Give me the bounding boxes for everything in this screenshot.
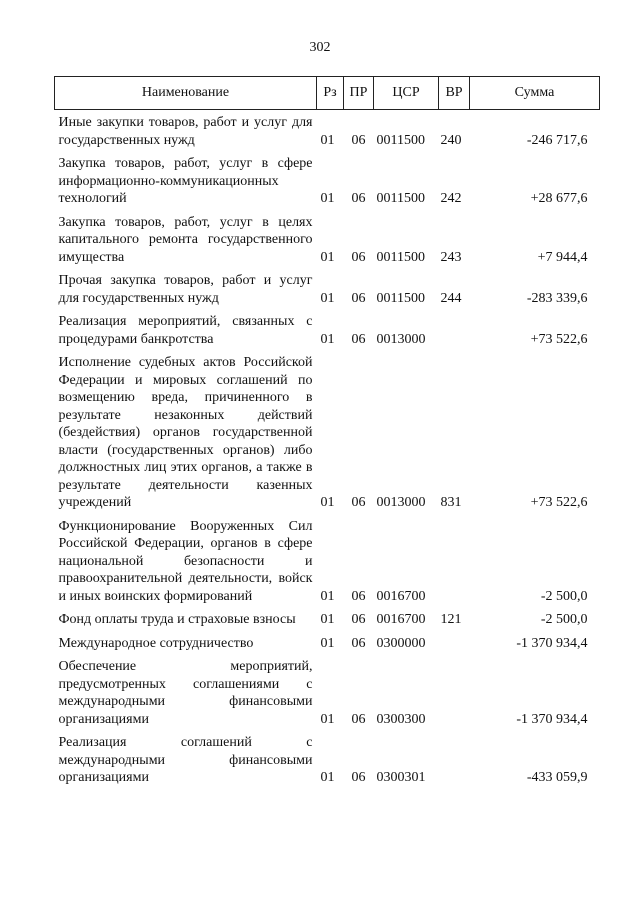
cell-pr: 06	[351, 770, 366, 785]
table-row	[55, 629, 600, 653]
budget-table	[54, 76, 600, 787]
header-pr: ПР	[344, 77, 374, 110]
cell-pr: 06	[351, 331, 366, 347]
cell-pr: 06	[351, 612, 366, 627]
cell-rz: 01	[320, 290, 335, 306]
cell-csr: 0016700	[376, 612, 426, 627]
cell-name: Реализация соглашений с международными финансовыми организациями	[58, 735, 313, 785]
cell-name: Реализация мероприятий, связанных с процедурами банкротства	[58, 314, 313, 347]
cell-rz: 01	[320, 191, 335, 206]
cell-name: Исполнение судебных актов Российской Федерации и мировых соглашений по возмещению вреда, причиненного в результате незаконных действий (бездействия) органов государственной власти (государственных органов) либо должностных лиц этих органов, а также в результате деятельности казенных учреждений	[58, 355, 313, 510]
cell-sum: -1 370 934,4	[516, 711, 588, 727]
table-row	[55, 652, 600, 728]
cell-csr: 0011500	[376, 191, 425, 206]
cell-pr: 06	[351, 635, 366, 651]
cell-sum: -1 370 934,4	[516, 635, 588, 651]
cell-rz: 01	[320, 770, 335, 785]
cell-name: Прочая закупка товаров, работ и услуг для государственных нужд	[58, 273, 313, 306]
table-row	[55, 307, 600, 348]
table-row	[55, 110, 600, 150]
cell-vr: 244	[440, 290, 462, 306]
page-number: 302	[309, 40, 331, 55]
cell-name: Закупка товаров, работ, услуг в целях капитального ремонта государственного имущества	[58, 214, 313, 265]
cell-rz: 01	[320, 612, 335, 627]
cell-vr	[439, 629, 470, 653]
cell-vr: 243	[440, 249, 462, 265]
cell-vr: 831	[440, 495, 462, 510]
cell-rz: 01	[320, 249, 335, 265]
cell-sum: -433 059,9	[526, 770, 588, 785]
table-row	[55, 266, 600, 307]
cell-name: Закупка товаров, работ, услуг в сфере информационно-коммуникационных технологий	[58, 156, 313, 206]
cell-csr: 0300000	[376, 635, 426, 651]
table-body	[55, 110, 600, 787]
cell-name: Обеспечение мероприятий, предусмотренных соглашениями с международными финансовыми организациями	[58, 659, 313, 727]
header-csr: ЦСР	[374, 77, 439, 110]
table-row	[55, 512, 600, 606]
cell-rz: 01	[320, 331, 335, 347]
cell-sum: +28 677,6	[530, 191, 588, 206]
cell-sum: +73 522,6	[530, 495, 588, 510]
cell-rz: 01	[320, 495, 335, 510]
cell-csr: 0300301	[376, 770, 426, 785]
cell-csr: 0016700	[376, 588, 426, 604]
cell-vr	[439, 512, 470, 606]
cell-csr: 0013000	[376, 331, 426, 347]
cell-pr: 06	[351, 711, 366, 727]
cell-vr: 121	[440, 612, 462, 627]
cell-vr	[439, 307, 470, 348]
cell-sum: -2 500,0	[540, 612, 588, 627]
cell-pr: 06	[351, 290, 366, 306]
header-vr: ВР	[439, 77, 470, 110]
cell-pr: 06	[351, 495, 366, 510]
header-name: Наименование	[55, 77, 317, 110]
cell-pr: 06	[351, 249, 366, 265]
cell-rz: 01	[320, 588, 335, 604]
cell-pr: 06	[351, 588, 366, 604]
cell-csr: 0013000	[376, 495, 426, 510]
cell-vr	[439, 652, 470, 728]
cell-name: Международное сотрудничество	[58, 635, 254, 651]
table-row	[55, 348, 600, 512]
cell-pr: 06	[351, 191, 366, 206]
table-header	[55, 77, 600, 110]
cell-rz: 01	[320, 635, 335, 651]
table-row	[55, 728, 600, 787]
cell-sum: -246 717,6	[526, 132, 588, 148]
cell-rz: 01	[320, 132, 335, 148]
cell-pr: 06	[351, 132, 366, 148]
cell-name: Иные закупки товаров, работ и услуг для государственных нужд	[58, 115, 313, 148]
cell-sum: -283 339,6	[526, 290, 588, 306]
cell-vr	[439, 728, 470, 787]
cell-csr: 0011500	[376, 132, 425, 148]
header-rz: Рз	[317, 77, 344, 110]
cell-vr: 240	[440, 132, 462, 148]
cell-sum: +73 522,6	[530, 331, 588, 347]
cell-csr: 0011500	[376, 249, 425, 265]
cell-csr: 0300300	[376, 711, 426, 727]
cell-csr: 0011500	[376, 290, 425, 306]
cell-sum: -2 500,0	[540, 588, 588, 604]
cell-name: Функционирование Вооруженных Сил Российской Федерации, органов в сфере национальной безопасности и правоохранительной деятельности, войск и иных воинских формирований	[58, 518, 313, 604]
cell-rz: 01	[320, 711, 335, 727]
header-sum: Сумма	[470, 77, 600, 110]
cell-vr: 242	[440, 191, 462, 206]
header-row	[55, 77, 600, 110]
table-row	[55, 208, 600, 267]
table-row	[55, 149, 600, 208]
cell-name: Фонд оплаты труда и страховые взносы	[58, 612, 296, 627]
cell-sum: +7 944,4	[537, 249, 588, 265]
table-row	[55, 605, 600, 629]
